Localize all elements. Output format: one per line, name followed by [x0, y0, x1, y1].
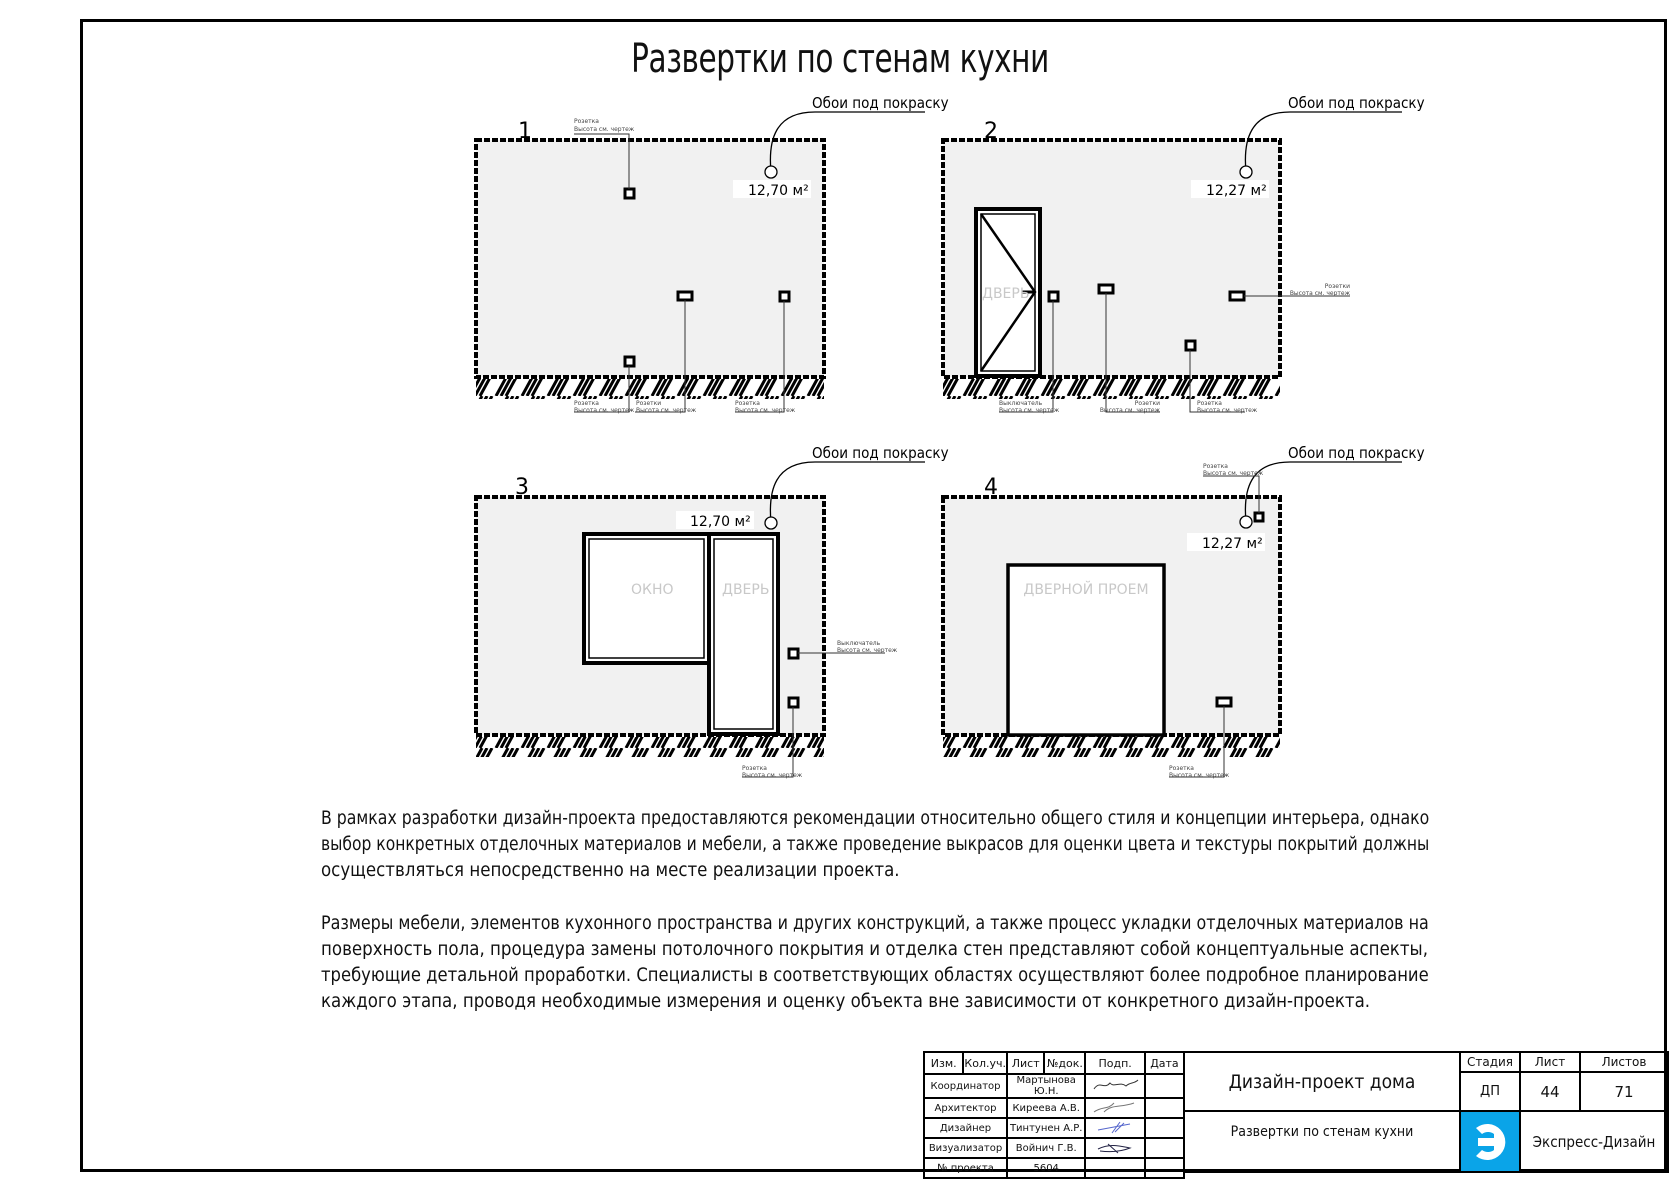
header-cell: Лист	[1007, 1052, 1044, 1074]
socket-label: Розетка	[742, 765, 767, 772]
socket-height: Высота см. чертеж	[1203, 470, 1264, 477]
name-cell: Войнич Г.В.	[1007, 1138, 1085, 1158]
door	[976, 209, 1040, 376]
signature-cell	[1085, 1138, 1144, 1158]
socket-icon	[625, 189, 634, 198]
socket-height: Высота см. чертеж	[742, 772, 803, 779]
socket-label: Розетка	[574, 400, 599, 407]
wall-number: 3	[515, 475, 529, 500]
socket-label: Розетка	[1197, 400, 1222, 407]
double-socket-icon	[1217, 698, 1231, 706]
role-cell: Дизайнер	[924, 1118, 1007, 1138]
wall-1	[476, 94, 949, 414]
floor-hatch	[476, 379, 824, 399]
window	[584, 534, 709, 663]
socket-height: Высота см. чертеж	[735, 407, 796, 414]
opening-label: ДВЕРНОЙ ПРОЕМ	[1023, 582, 1149, 598]
page-title: Развертки по стенам кухни	[631, 36, 1049, 82]
finish-label: Обои под покраску	[1288, 94, 1425, 112]
date-cell	[1145, 1158, 1184, 1178]
paragraph-2	[321, 911, 1429, 1015]
floor-hatch	[943, 379, 1280, 399]
paragraph-line: выбор конкретных отделочных материалов и мебели, а также проведение выкрасов для оценки цвета и текстуры покрытий должны	[321, 834, 1430, 855]
name-cell: Мартынова Ю.Н.	[1007, 1074, 1085, 1098]
name-cell: Киреева А.В.	[1007, 1098, 1085, 1118]
double-socket-icon	[678, 292, 692, 300]
paragraph-1	[321, 806, 1429, 884]
header-cell: Изм.	[924, 1052, 963, 1074]
wall-number: 4	[984, 475, 998, 500]
signature-icon	[1090, 1100, 1140, 1114]
name-cell: Тинтунен А.Р.	[1007, 1118, 1085, 1138]
name-cell: 5604	[1007, 1158, 1085, 1178]
socket-height: Высота см. чертеж	[574, 407, 635, 414]
signature-icon	[1090, 1120, 1140, 1134]
socket-label: Розетка	[735, 400, 760, 407]
header-cell: Кол.уч.	[963, 1052, 1007, 1074]
role-cell: Координатор	[924, 1074, 1007, 1098]
sheets-cell	[1579, 1071, 1669, 1112]
sheets-value: 71	[1614, 1082, 1634, 1101]
socket-icon	[780, 292, 789, 301]
wall-area: 12,27 м²	[1206, 183, 1267, 199]
company-name: Экспресс-Дизайн	[1532, 1132, 1656, 1151]
date-cell	[1145, 1138, 1184, 1158]
sheet-title: Развертки по стенам кухни	[1230, 1124, 1414, 1140]
door-label: ДВЕРЬ	[982, 286, 1030, 302]
header-cell: №док.	[1044, 1052, 1085, 1074]
signature-cell	[1085, 1158, 1144, 1178]
switch-label: Выключатель	[999, 400, 1043, 407]
role-cell: Архитектор	[924, 1098, 1007, 1118]
header-cell: Дата	[1145, 1052, 1184, 1074]
stage-header	[1459, 1051, 1521, 1073]
socket-height: Высота см. чертеж	[1197, 407, 1258, 414]
window-label: ОКНО	[631, 582, 674, 598]
socket-icon	[1186, 341, 1195, 350]
socket-label: Розетки	[1134, 400, 1160, 407]
signature-cell	[1085, 1074, 1144, 1098]
role-cell: № проекта	[924, 1158, 1007, 1178]
switch-height: Высота см. чертеж	[999, 407, 1060, 414]
stage-value: ДП	[1480, 1084, 1500, 1099]
signature-cell	[1085, 1098, 1144, 1118]
socket-height: Высота см. чертеж	[1289, 290, 1350, 297]
header-cell: Подп.	[1085, 1052, 1144, 1074]
finish-label: Обои под покраску	[1288, 444, 1425, 462]
signature-icon	[1090, 1078, 1140, 1092]
floor-hatch	[943, 737, 1280, 757]
sheet-header	[1519, 1051, 1581, 1073]
company-cell	[1519, 1110, 1669, 1173]
stage-label: Стадия	[1466, 1055, 1514, 1069]
date-cell	[1145, 1098, 1184, 1118]
signature-table	[923, 1051, 1185, 1179]
stage-cell	[1459, 1071, 1521, 1112]
socket-height: Высота см. чертеж	[574, 126, 635, 133]
socket-icon	[1255, 513, 1263, 521]
project-name: Дизайн-проект дома	[1228, 1070, 1416, 1093]
door-opening	[1008, 565, 1164, 735]
finish-label: Обои под покраску	[812, 444, 949, 462]
finish-marker	[765, 517, 777, 529]
socket-label: Розетки	[636, 400, 662, 407]
wall-area: 12,70 м²	[748, 183, 809, 199]
wall-area: 12,27 м²	[1202, 536, 1263, 552]
paragraph-line: поверхность пола, процедура замены потолочного покрытия и отделка стен представляют собой концептуальные аспекты,	[321, 939, 1428, 960]
socket-icon	[625, 357, 634, 366]
socket-label: Розетка	[574, 118, 599, 125]
finish-marker	[765, 166, 777, 178]
wall-4	[943, 444, 1425, 779]
switch-icon	[1049, 292, 1058, 301]
socket-height: Высота см. чертеж	[1099, 407, 1160, 414]
paragraph-line: осуществляться непосредственно на месте реализации проекта.	[321, 860, 900, 881]
double-socket-icon	[1099, 285, 1113, 293]
date-cell	[1145, 1074, 1184, 1098]
double-socket-icon	[1230, 292, 1244, 300]
wall-3	[476, 444, 949, 779]
socket-height: Высота см. чертеж	[636, 407, 697, 414]
sheet-title-cell	[1183, 1110, 1461, 1173]
role-cell: Визуализатор	[924, 1138, 1007, 1158]
switch-height: Высота см. чертеж	[837, 647, 898, 654]
sheets-label: Листов	[1601, 1055, 1647, 1069]
express-design-logo-icon	[1459, 1110, 1521, 1173]
door-label: ДВЕРЬ	[722, 582, 770, 598]
wall-number: 1	[518, 119, 532, 144]
title-block	[923, 1051, 1669, 1173]
project-name-cell	[1183, 1051, 1461, 1112]
sheet-label: Лист	[1534, 1055, 1566, 1069]
socket-label: Розетка	[1169, 765, 1194, 772]
finish-marker	[1240, 166, 1252, 178]
socket-height: Высота см. чертеж	[1169, 772, 1230, 779]
wall-number: 2	[984, 119, 998, 144]
switch-label: Выключатель	[837, 640, 881, 647]
finish-label: Обои под покраску	[812, 94, 949, 112]
finish-marker	[1240, 516, 1252, 528]
switch-icon	[789, 649, 798, 658]
socket-icon	[789, 698, 798, 707]
paragraph-line: каждого этапа, проводя необходимые измерения и оценку объекта вне зависимости от конкретного дизайн-проекта.	[321, 991, 1371, 1012]
floor-hatch	[476, 737, 824, 757]
signature-cell	[1085, 1118, 1144, 1138]
sheets-header	[1579, 1051, 1669, 1073]
paragraph-line: В рамках разработки дизайн-проекта предоставляются рекомендации относительно общего стиля и концепции интерьера, однако	[321, 808, 1430, 829]
socket-label: Розетка	[1203, 463, 1228, 470]
date-cell	[1145, 1118, 1184, 1138]
sheet-cell	[1519, 1071, 1581, 1112]
paragraph-line: требующие детальной проработки. Специалисты в соответствующих областях осуществляют более подробное планирование	[321, 965, 1429, 986]
wall-2	[943, 94, 1425, 414]
socket-label: Розетки	[1324, 283, 1350, 290]
signature-icon	[1090, 1140, 1140, 1154]
sheet-value: 44	[1540, 1082, 1560, 1101]
door	[709, 534, 778, 734]
paragraph-line: Размеры мебели, элементов кухонного пространства и других конструкций, а также процесс укладки отделочных материалов на	[321, 913, 1429, 934]
wall-area: 12,70 м²	[690, 514, 751, 530]
